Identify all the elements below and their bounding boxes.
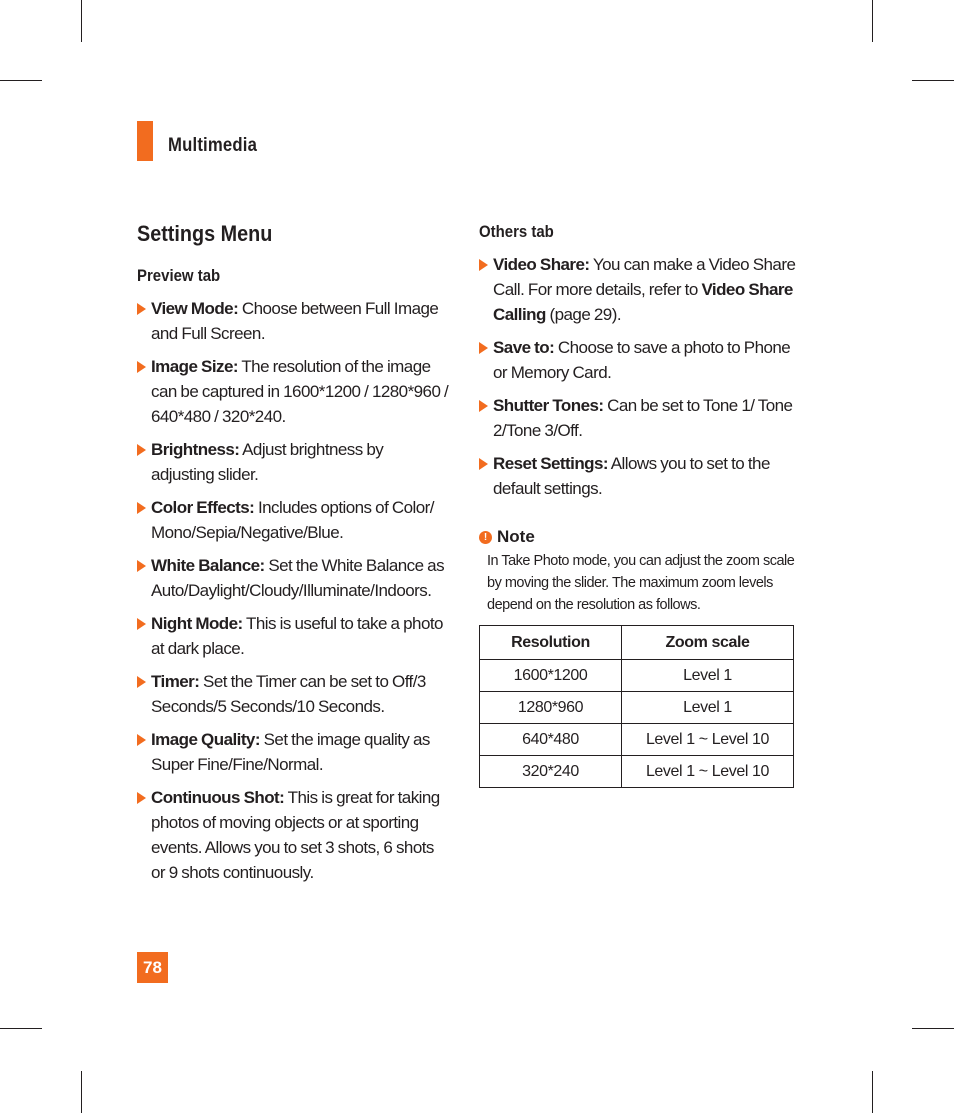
bullet-arrow-icon — [137, 502, 146, 514]
table-row — [480, 756, 794, 788]
crop-mark — [81, 1071, 82, 1113]
crop-mark — [872, 1071, 873, 1113]
item-text: Adjust brightness by adjusting slider. — [151, 440, 384, 484]
item-text: This is useful to take a photo at dark place. — [151, 614, 443, 658]
item-label: Save to: — [493, 338, 555, 357]
crop-mark — [0, 80, 42, 81]
column-header-zoom-scale: Zoom scale — [622, 626, 794, 660]
crop-mark — [872, 0, 873, 42]
list-item-white-balance — [137, 553, 449, 603]
others-tab-heading: Others tab — [479, 222, 554, 241]
item-label: Night Mode: — [151, 614, 243, 633]
list-item-timer — [137, 669, 449, 719]
preview-tab-heading: Preview tab — [137, 266, 221, 285]
preview-tab-list — [137, 296, 449, 885]
item-label: Continuous Shot: — [151, 788, 285, 807]
bullet-arrow-icon — [137, 361, 146, 373]
item-text: Set the Timer can be set to Off/3 Seconds/5 Seconds/10 Seconds. — [151, 672, 426, 716]
preview-tab-column — [137, 266, 449, 893]
list-item-color-effects — [137, 495, 449, 545]
others-tab-column — [479, 222, 799, 788]
item-label: View Mode: — [151, 299, 239, 318]
others-tab-list — [479, 252, 799, 501]
table-cell: Level 1 ~ Level 10 — [622, 724, 794, 756]
note-heading — [479, 527, 799, 547]
list-item-image-size — [137, 354, 449, 429]
crop-mark — [81, 0, 82, 42]
bullet-arrow-icon — [137, 618, 146, 630]
note-body: In Take Photo mode, you can adjust the zoom scale by moving the slider. The maximum zoom levels depend on the resolution as follows. — [487, 553, 795, 613]
item-label: Shutter Tones: — [493, 396, 604, 415]
list-item-night-mode — [137, 611, 449, 661]
list-item-video-share — [479, 252, 799, 327]
bullet-arrow-icon — [137, 734, 146, 746]
item-text: Can be set to Tone 1/ Tone 2/Tone 3/Off. — [493, 396, 793, 440]
item-label: White Balance: — [151, 556, 265, 575]
bullet-arrow-icon — [137, 676, 146, 688]
list-item-brightness — [137, 437, 449, 487]
table-row — [480, 660, 794, 692]
table-row — [480, 724, 794, 756]
item-label: Image Size: — [151, 357, 238, 376]
item-text: Set the image quality as Super Fine/Fine/Normal. — [151, 730, 430, 774]
item-text: Choose to save a photo to Phone or Memory Card. — [493, 338, 791, 382]
item-text: Set the White Balance as Auto/Daylight/Cloudy/Illuminate/Indoors. — [151, 556, 445, 600]
bullet-arrow-icon — [479, 458, 488, 470]
crop-mark — [0, 1028, 42, 1029]
table-row — [480, 692, 794, 724]
item-text: Allows you to set to the default settings. — [493, 454, 770, 498]
item-text: This is great for taking photos of moving objects or at sporting events. Allows you to set 3 shots, 6 shots or 9 shots continuously. — [151, 788, 440, 882]
item-label: Brightness: — [151, 440, 240, 459]
list-item-shutter-tones — [479, 393, 799, 443]
table-cell: 1280*960 — [480, 692, 622, 724]
bullet-arrow-icon — [137, 444, 146, 456]
bullet-arrow-icon — [137, 560, 146, 572]
table-cell: Level 1 — [622, 660, 794, 692]
table-cell: 640*480 — [480, 724, 622, 756]
item-text: The resolution of the image can be captured in 1600*1200 / 1280*960 / 640*480 / 320*240. — [151, 357, 449, 426]
item-label: Image Quality: — [151, 730, 260, 749]
video-share-calling-reference: Video Share Calling — [493, 280, 793, 324]
item-label: Reset Settings: — [493, 454, 608, 473]
crop-mark — [912, 80, 954, 81]
page-title: Settings Menu — [137, 221, 273, 246]
column-header-resolution: Resolution — [480, 626, 622, 660]
list-item-reset-settings — [479, 451, 799, 501]
list-item-continuous-shot — [137, 785, 449, 885]
zoom-scale-table — [479, 625, 794, 788]
section-marker — [137, 121, 153, 161]
table-cell: Level 1 — [622, 692, 794, 724]
bullet-arrow-icon — [479, 259, 488, 271]
note-title: Note — [497, 527, 535, 546]
item-text: Includes options of Color/ Mono/Sepia/Negative/Blue. — [151, 498, 434, 542]
note-alert-icon: ! — [479, 531, 492, 544]
item-text: Choose between Full Image and Full Screen. — [151, 299, 439, 343]
crop-mark — [912, 1028, 954, 1029]
table-cell: 1600*1200 — [480, 660, 622, 692]
section-title: Multimedia — [168, 135, 258, 156]
table-header-row — [480, 626, 794, 660]
bullet-arrow-icon — [137, 792, 146, 804]
item-label: Color Effects: — [151, 498, 255, 517]
list-item-view-mode — [137, 296, 449, 346]
item-text: (page 29). — [545, 305, 621, 324]
table-cell: 320*240 — [480, 756, 622, 788]
page-number: 78 — [137, 952, 168, 983]
list-item-image-quality — [137, 727, 449, 777]
bullet-arrow-icon — [137, 303, 146, 315]
item-label: Timer: — [151, 672, 200, 691]
table-cell: Level 1 ~ Level 10 — [622, 756, 794, 788]
bullet-arrow-icon — [479, 342, 488, 354]
list-item-save-to — [479, 335, 799, 385]
item-text: You can make a Video Share Call. For more details, refer to — [493, 255, 796, 299]
item-label: Video Share: — [493, 255, 590, 274]
bullet-arrow-icon — [479, 400, 488, 412]
